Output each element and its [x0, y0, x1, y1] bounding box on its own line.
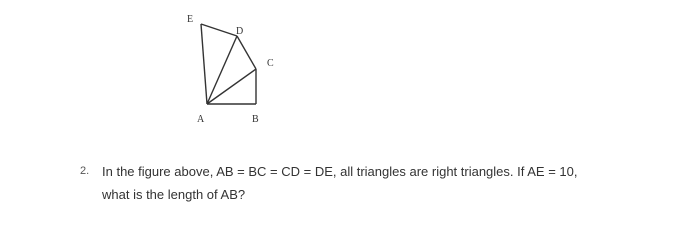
question-text [102, 160, 682, 206]
label-point-d: D [236, 26, 244, 37]
label-point-b: B [252, 114, 259, 125]
segment-cd [237, 36, 256, 69]
label-point-e: E [187, 14, 194, 25]
segment-de [201, 24, 237, 36]
geometry-figure [160, 5, 300, 130]
label-point-a: A [197, 114, 205, 125]
segment-ae [201, 24, 207, 104]
label-point-c: C [267, 58, 274, 69]
question-number: 2. [80, 165, 90, 177]
question-line-2: what is the length of AB? [102, 187, 246, 202]
question-line-1: In the figure above, AB = BC = CD = DE, all triangles are right triangles. If AE = 10, [102, 164, 578, 179]
